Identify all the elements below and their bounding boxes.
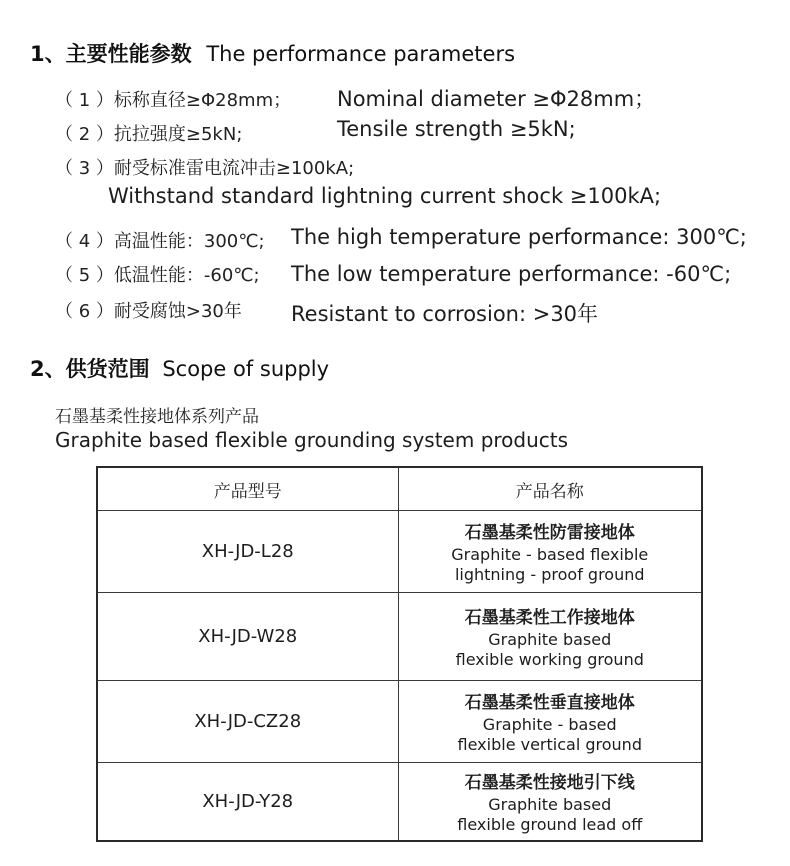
section1-heading bbox=[30, 38, 515, 68]
param-6-cn: （ 6 ）耐受腐蚀>30年 bbox=[55, 301, 242, 322]
row-name-en-1: Graphite - based flexible bbox=[451, 545, 649, 564]
param-1-cn: （ 1 ）标称直径≥Φ28mm； bbox=[55, 90, 292, 111]
param-5-cn: （ 5 ）低温性能：-60℃; bbox=[55, 265, 260, 286]
row-model: XH-JD-Y28 bbox=[97, 763, 398, 841]
table-row bbox=[97, 511, 702, 593]
param-2-cn: （ 2 ）抗拉强度≥5kN; bbox=[55, 124, 243, 145]
row-name-en-2: flexible ground lead off bbox=[457, 814, 643, 834]
row-model: XH-JD-CZ28 bbox=[97, 681, 398, 763]
section2-title-cn: 2、供货范围 bbox=[30, 357, 150, 381]
row-name-en-1: Graphite based bbox=[488, 794, 612, 814]
product-table bbox=[96, 466, 703, 842]
row-name-en-1: Graphite based bbox=[488, 630, 612, 649]
row-name-cn: 石墨基柔性工作接地体 bbox=[464, 608, 635, 628]
param-2-en: Tensile strength ≥5kN; bbox=[337, 117, 576, 141]
param-3-cn: （ 3 ）耐受标准雷电流冲击≥100kA; bbox=[55, 158, 355, 179]
row-name-cn: 石墨基柔性接地引下线 bbox=[464, 772, 635, 793]
param-1-en: Nominal diameter ≥Φ28mm； bbox=[337, 87, 656, 111]
row-name bbox=[398, 681, 702, 763]
subtitle-en: Graphite based flexible grounding system products bbox=[55, 428, 569, 452]
row-name-en-2: lightning - proof ground bbox=[454, 565, 645, 584]
param-6-en: Resistant to corrosion: >30年 bbox=[291, 302, 599, 326]
table-row bbox=[97, 763, 702, 841]
row-model: XH-JD-L28 bbox=[97, 511, 398, 593]
row-name-cn: 石墨基柔性垂直接地体 bbox=[464, 693, 635, 713]
subtitle-cn: 石墨基柔性接地体系列产品 bbox=[55, 407, 259, 427]
row-name bbox=[398, 511, 702, 593]
table-row bbox=[97, 593, 702, 681]
table-header-row bbox=[97, 467, 702, 511]
param-4-en: The high temperature performance: 300℃; bbox=[291, 225, 747, 249]
row-name bbox=[398, 763, 702, 841]
header-name: 产品名称 bbox=[398, 467, 702, 511]
param-5-en: The low temperature performance: -60℃; bbox=[291, 262, 732, 286]
section2-heading bbox=[30, 353, 329, 383]
row-name-en-1: Graphite - based bbox=[482, 715, 617, 734]
table-row bbox=[97, 681, 702, 763]
param-3-en: Withstand standard lightning current shock ≥100kA; bbox=[108, 184, 662, 208]
section1-title-en: The performance parameters bbox=[206, 42, 516, 66]
section2-title-en: Scope of supply bbox=[162, 357, 330, 381]
param-4-cn: （ 4 ）高温性能：300℃; bbox=[55, 231, 265, 252]
row-model: XH-JD-W28 bbox=[97, 593, 398, 681]
row-name bbox=[398, 593, 702, 681]
row-name-en-2: flexible vertical ground bbox=[457, 735, 642, 754]
header-model: 产品型号 bbox=[97, 467, 398, 511]
section1-title-cn: 1、主要性能参数 bbox=[30, 42, 192, 66]
row-name-cn: 石墨基柔性防雷接地体 bbox=[464, 523, 635, 543]
row-name-en-2: flexible working ground bbox=[455, 650, 644, 669]
